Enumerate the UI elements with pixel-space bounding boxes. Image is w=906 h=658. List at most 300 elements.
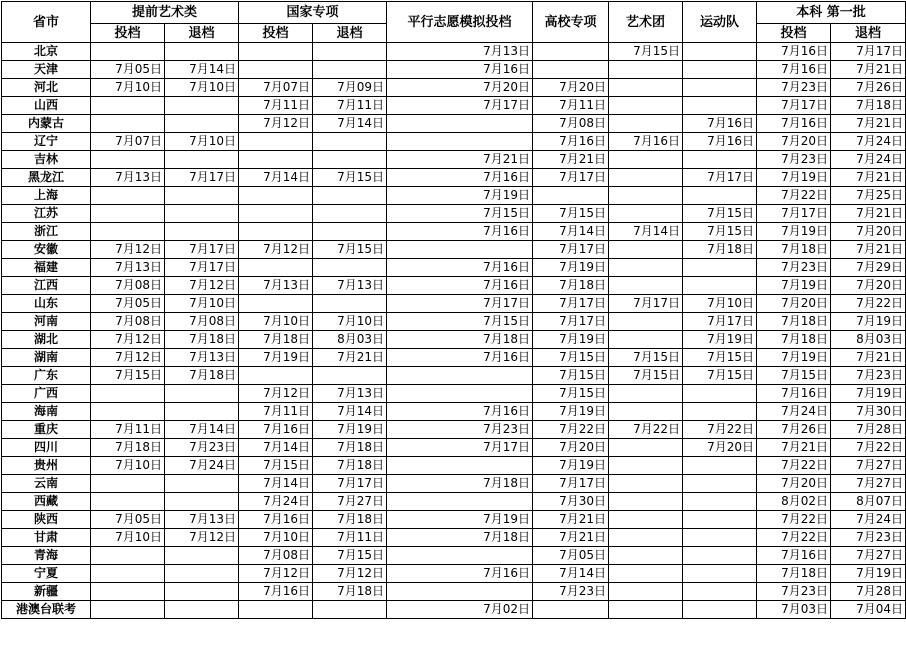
province-cell: 新疆 — [2, 583, 91, 601]
sports-team-cell: 7月22日 — [683, 421, 757, 439]
art-troupe-cell — [609, 151, 683, 169]
national-return-cell — [313, 61, 387, 79]
college-special-cell: 7月11日 — [533, 97, 609, 115]
art-submit-cell — [91, 385, 165, 403]
parallel-cell: 7月13日 — [387, 43, 533, 61]
national-submit-cell: 7月08日 — [239, 547, 313, 565]
table-row — [2, 565, 906, 583]
art-troupe-cell — [609, 277, 683, 295]
sports-team-cell — [683, 187, 757, 205]
art-troupe-cell — [609, 313, 683, 331]
art-return-cell — [165, 187, 239, 205]
undergrad-return-cell: 7月23日 — [831, 367, 906, 385]
undergrad-submit-cell: 7月19日 — [757, 349, 831, 367]
province-cell: 内蒙古 — [2, 115, 91, 133]
sports-team-cell — [683, 529, 757, 547]
college-special-cell — [533, 187, 609, 205]
sports-team-cell: 7月10日 — [683, 295, 757, 313]
parallel-cell — [387, 583, 533, 601]
undergrad-submit-cell: 7月16日 — [757, 43, 831, 61]
national-submit-cell — [239, 133, 313, 151]
art-troupe-cell — [609, 115, 683, 133]
sports-team-cell — [683, 151, 757, 169]
undergrad-return-cell: 7月27日 — [831, 475, 906, 493]
parallel-cell: 7月02日 — [387, 601, 533, 619]
art-troupe-cell — [609, 511, 683, 529]
national-special-header: 国家专项 — [239, 2, 387, 24]
national-return-cell: 7月11日 — [313, 529, 387, 547]
parallel-cell: 7月16日 — [387, 403, 533, 421]
sports-team-cell: 7月19日 — [683, 331, 757, 349]
art-return-cell — [165, 403, 239, 421]
art-submit-header: 投档 — [91, 24, 165, 43]
table-row — [2, 583, 906, 601]
sports-team-cell — [683, 493, 757, 511]
art-submit-cell — [91, 151, 165, 169]
parallel-cell — [387, 457, 533, 475]
art-submit-cell: 7月15日 — [91, 367, 165, 385]
art-submit-cell — [91, 187, 165, 205]
parallel-cell — [387, 115, 533, 133]
undergrad-return-cell: 7月24日 — [831, 133, 906, 151]
art-return-cell — [165, 43, 239, 61]
national-return-cell: 7月18日 — [313, 583, 387, 601]
college-special-cell: 7月15日 — [533, 349, 609, 367]
art-return-cell — [165, 475, 239, 493]
art-troupe-cell — [609, 601, 683, 619]
parallel-cell: 7月17日 — [387, 295, 533, 313]
national-return-cell: 7月15日 — [313, 241, 387, 259]
art-troupe-cell: 7月15日 — [609, 43, 683, 61]
undergrad-return-cell: 7月23日 — [831, 529, 906, 547]
parallel-cell: 7月18日 — [387, 475, 533, 493]
art-troupe-cell — [609, 457, 683, 475]
art-troupe-cell — [609, 331, 683, 349]
undergrad-return-cell: 7月27日 — [831, 547, 906, 565]
undergrad-return-cell: 7月18日 — [831, 97, 906, 115]
undergrad-submit-cell: 7月20日 — [757, 133, 831, 151]
national-return-cell — [313, 133, 387, 151]
art-return-cell: 7月13日 — [165, 511, 239, 529]
undergrad-submit-cell: 7月15日 — [757, 367, 831, 385]
national-submit-cell: 7月07日 — [239, 79, 313, 97]
art-troupe-cell — [609, 583, 683, 601]
province-cell: 黑龙江 — [2, 169, 91, 187]
table-row — [2, 385, 906, 403]
province-cell: 宁夏 — [2, 565, 91, 583]
sports-team-cell — [683, 547, 757, 565]
college-special-cell: 7月15日 — [533, 367, 609, 385]
national-return-cell: 7月14日 — [313, 403, 387, 421]
national-submit-cell — [239, 187, 313, 205]
art-troupe-cell — [609, 565, 683, 583]
province-cell: 江苏 — [2, 205, 91, 223]
national-submit-cell: 7月11日 — [239, 403, 313, 421]
college-special-header: 高校专项 — [533, 2, 609, 43]
table-row — [2, 79, 906, 97]
undergrad-submit-cell: 7月17日 — [757, 97, 831, 115]
undergrad-return-cell: 7月20日 — [831, 277, 906, 295]
parallel-cell: 7月16日 — [387, 259, 533, 277]
province-cell: 上海 — [2, 187, 91, 205]
sports-team-cell — [683, 601, 757, 619]
art-troupe-cell: 7月22日 — [609, 421, 683, 439]
undergrad-submit-cell: 7月16日 — [757, 547, 831, 565]
national-return-cell: 7月12日 — [313, 565, 387, 583]
art-return-cell: 7月10日 — [165, 79, 239, 97]
national-submit-cell: 7月13日 — [239, 277, 313, 295]
table-row — [2, 277, 906, 295]
national-return-cell — [313, 205, 387, 223]
national-return-cell: 7月21日 — [313, 349, 387, 367]
undergrad-return-cell: 7月21日 — [831, 241, 906, 259]
table-row — [2, 547, 906, 565]
undergrad-return-cell: 7月21日 — [831, 349, 906, 367]
art-return-cell — [165, 205, 239, 223]
undergrad-submit-cell: 7月18日 — [757, 331, 831, 349]
table-row — [2, 259, 906, 277]
art-return-cell — [165, 223, 239, 241]
undergrad-submit-cell: 7月16日 — [757, 115, 831, 133]
parallel-cell: 7月23日 — [387, 421, 533, 439]
province-cell: 吉林 — [2, 151, 91, 169]
art-submit-cell: 7月10日 — [91, 529, 165, 547]
art-submit-cell — [91, 205, 165, 223]
province-cell: 甘肃 — [2, 529, 91, 547]
art-submit-cell: 7月05日 — [91, 61, 165, 79]
parallel-cell: 7月16日 — [387, 565, 533, 583]
art-submit-cell: 7月12日 — [91, 349, 165, 367]
parallel-cell: 7月16日 — [387, 61, 533, 79]
undergrad-return-header: 退档 — [831, 24, 906, 43]
undergrad-return-cell: 8月03日 — [831, 331, 906, 349]
national-submit-cell: 7月16日 — [239, 511, 313, 529]
art-submit-cell: 7月10日 — [91, 457, 165, 475]
table-row — [2, 403, 906, 421]
national-return-cell: 7月27日 — [313, 493, 387, 511]
table-row — [2, 457, 906, 475]
sports-team-header: 运动队 — [683, 2, 757, 43]
undergrad-return-cell: 7月28日 — [831, 583, 906, 601]
national-return-cell: 7月11日 — [313, 97, 387, 115]
undergrad-submit-cell: 7月23日 — [757, 583, 831, 601]
college-special-cell — [533, 61, 609, 79]
art-troupe-cell — [609, 187, 683, 205]
undergrad-first-batch-header: 本科 第一批 — [757, 2, 906, 24]
table-row — [2, 511, 906, 529]
undergrad-return-cell: 7月22日 — [831, 295, 906, 313]
table-row — [2, 313, 906, 331]
undergrad-submit-cell: 7月20日 — [757, 295, 831, 313]
parallel-cell: 7月15日 — [387, 205, 533, 223]
province-cell: 北京 — [2, 43, 91, 61]
national-return-cell — [313, 295, 387, 313]
art-troupe-cell — [609, 241, 683, 259]
table-row — [2, 493, 906, 511]
art-submit-cell — [91, 475, 165, 493]
table-row — [2, 349, 906, 367]
national-return-cell: 7月15日 — [313, 169, 387, 187]
province-cell: 广东 — [2, 367, 91, 385]
art-return-cell: 7月14日 — [165, 421, 239, 439]
undergrad-submit-cell: 7月03日 — [757, 601, 831, 619]
art-return-cell: 7月12日 — [165, 277, 239, 295]
undergrad-submit-cell: 7月19日 — [757, 169, 831, 187]
college-special-cell: 7月17日 — [533, 295, 609, 313]
national-submit-cell: 7月10日 — [239, 529, 313, 547]
national-return-cell: 7月14日 — [313, 115, 387, 133]
college-special-cell: 7月19日 — [533, 457, 609, 475]
undergrad-submit-cell: 7月23日 — [757, 259, 831, 277]
table-row — [2, 151, 906, 169]
art-return-cell: 7月23日 — [165, 439, 239, 457]
art-return-cell: 7月17日 — [165, 259, 239, 277]
parallel-cell — [387, 385, 533, 403]
parallel-cell: 7月18日 — [387, 529, 533, 547]
college-special-cell: 7月17日 — [533, 241, 609, 259]
undergrad-return-cell: 7月19日 — [831, 565, 906, 583]
undergrad-return-cell: 7月17日 — [831, 43, 906, 61]
national-submit-cell: 7月12日 — [239, 241, 313, 259]
art-submit-cell — [91, 115, 165, 133]
art-return-cell — [165, 385, 239, 403]
national-return-cell: 7月18日 — [313, 511, 387, 529]
national-return-cell — [313, 259, 387, 277]
table-row — [2, 97, 906, 115]
national-submit-cell — [239, 367, 313, 385]
national-submit-cell: 7月24日 — [239, 493, 313, 511]
college-special-cell: 7月14日 — [533, 565, 609, 583]
national-submit-cell — [239, 61, 313, 79]
national-submit-cell: 7月12日 — [239, 385, 313, 403]
undergrad-submit-cell: 7月22日 — [757, 187, 831, 205]
college-special-cell: 7月08日 — [533, 115, 609, 133]
undergrad-return-cell: 7月21日 — [831, 205, 906, 223]
sports-team-cell: 7月15日 — [683, 367, 757, 385]
national-submit-cell: 7月14日 — [239, 475, 313, 493]
college-special-cell: 7月17日 — [533, 169, 609, 187]
college-special-cell: 7月20日 — [533, 79, 609, 97]
table-row — [2, 241, 906, 259]
national-return-cell: 7月18日 — [313, 457, 387, 475]
undergrad-submit-cell: 7月17日 — [757, 205, 831, 223]
college-special-cell: 7月15日 — [533, 205, 609, 223]
undergrad-submit-cell: 7月24日 — [757, 403, 831, 421]
art-troupe-cell: 7月15日 — [609, 367, 683, 385]
art-troupe-cell — [609, 493, 683, 511]
national-submit-cell: 7月15日 — [239, 457, 313, 475]
parallel-cell: 7月16日 — [387, 169, 533, 187]
province-cell: 福建 — [2, 259, 91, 277]
undergrad-return-cell: 7月26日 — [831, 79, 906, 97]
art-submit-cell — [91, 583, 165, 601]
province-cell: 天津 — [2, 61, 91, 79]
art-return-cell: 7月18日 — [165, 331, 239, 349]
undergrad-submit-cell: 7月21日 — [757, 439, 831, 457]
art-submit-cell — [91, 493, 165, 511]
national-submit-cell: 7月14日 — [239, 439, 313, 457]
province-cell: 陕西 — [2, 511, 91, 529]
art-submit-cell — [91, 403, 165, 421]
college-special-cell — [533, 601, 609, 619]
national-submit-header: 投档 — [239, 24, 313, 43]
undergrad-return-cell: 7月21日 — [831, 169, 906, 187]
province-cell: 青海 — [2, 547, 91, 565]
art-return-cell — [165, 601, 239, 619]
undergrad-submit-cell: 7月23日 — [757, 151, 831, 169]
admission-schedule-table — [1, 1, 906, 619]
province-cell: 湖北 — [2, 331, 91, 349]
undergrad-submit-cell: 7月22日 — [757, 457, 831, 475]
table-row — [2, 601, 906, 619]
sports-team-cell: 7月16日 — [683, 133, 757, 151]
parallel-cell: 7月18日 — [387, 331, 533, 349]
art-return-cell: 7月12日 — [165, 529, 239, 547]
undergrad-return-cell: 8月07日 — [831, 493, 906, 511]
art-troupe-cell — [609, 97, 683, 115]
art-early-header: 提前艺术类 — [91, 2, 239, 24]
art-submit-cell — [91, 601, 165, 619]
art-submit-cell — [91, 547, 165, 565]
art-troupe-cell — [609, 547, 683, 565]
sports-team-cell: 7月17日 — [683, 169, 757, 187]
art-troupe-cell — [609, 475, 683, 493]
sports-team-cell — [683, 457, 757, 475]
sports-team-cell — [683, 79, 757, 97]
art-troupe-cell — [609, 529, 683, 547]
college-special-cell: 7月22日 — [533, 421, 609, 439]
undergrad-submit-header: 投档 — [757, 24, 831, 43]
college-special-cell: 7月19日 — [533, 403, 609, 421]
province-cell: 安徽 — [2, 241, 91, 259]
college-special-cell: 7月21日 — [533, 151, 609, 169]
national-submit-cell: 7月19日 — [239, 349, 313, 367]
art-return-cell — [165, 151, 239, 169]
art-return-cell: 7月24日 — [165, 457, 239, 475]
college-special-cell: 7月17日 — [533, 475, 609, 493]
province-header: 省市 — [2, 2, 91, 43]
province-cell: 湖南 — [2, 349, 91, 367]
header-row-1 — [2, 2, 906, 24]
table-row — [2, 439, 906, 457]
art-return-cell: 7月18日 — [165, 367, 239, 385]
national-submit-cell — [239, 43, 313, 61]
undergrad-return-cell: 7月24日 — [831, 151, 906, 169]
province-cell: 港澳台联考 — [2, 601, 91, 619]
college-special-cell: 7月05日 — [533, 547, 609, 565]
art-return-cell: 7月17日 — [165, 169, 239, 187]
art-troupe-cell: 7月17日 — [609, 295, 683, 313]
undergrad-return-cell: 7月29日 — [831, 259, 906, 277]
undergrad-submit-cell: 7月16日 — [757, 385, 831, 403]
national-return-cell: 8月03日 — [313, 331, 387, 349]
art-return-header: 退档 — [165, 24, 239, 43]
national-return-cell: 7月18日 — [313, 439, 387, 457]
undergrad-return-cell: 7月21日 — [831, 115, 906, 133]
art-return-cell — [165, 97, 239, 115]
art-submit-cell: 7月11日 — [91, 421, 165, 439]
parallel-cell: 7月16日 — [387, 349, 533, 367]
undergrad-submit-cell: 7月23日 — [757, 79, 831, 97]
undergrad-return-cell: 7月24日 — [831, 511, 906, 529]
sports-team-cell — [683, 511, 757, 529]
art-submit-cell: 7月10日 — [91, 79, 165, 97]
undergrad-submit-cell: 7月16日 — [757, 61, 831, 79]
parallel-cell: 7月17日 — [387, 97, 533, 115]
parallel-cell — [387, 133, 533, 151]
parallel-sim-header: 平行志愿模拟投档 — [387, 2, 533, 43]
art-troupe-cell: 7月16日 — [609, 133, 683, 151]
sports-team-cell: 7月15日 — [683, 205, 757, 223]
art-submit-cell: 7月05日 — [91, 295, 165, 313]
art-submit-cell: 7月07日 — [91, 133, 165, 151]
college-special-cell: 7月21日 — [533, 529, 609, 547]
college-special-cell: 7月18日 — [533, 277, 609, 295]
art-return-cell — [165, 547, 239, 565]
national-return-cell — [313, 151, 387, 169]
art-troupe-cell: 7月15日 — [609, 349, 683, 367]
college-special-cell: 7月19日 — [533, 331, 609, 349]
province-cell: 重庆 — [2, 421, 91, 439]
national-submit-cell: 7月11日 — [239, 97, 313, 115]
national-submit-cell: 7月16日 — [239, 421, 313, 439]
national-return-cell — [313, 601, 387, 619]
province-cell: 江西 — [2, 277, 91, 295]
national-submit-cell: 7月18日 — [239, 331, 313, 349]
table-row — [2, 295, 906, 313]
national-return-cell: 7月17日 — [313, 475, 387, 493]
sports-team-cell: 7月20日 — [683, 439, 757, 457]
college-special-cell: 7月19日 — [533, 259, 609, 277]
national-return-cell: 7月13日 — [313, 277, 387, 295]
art-submit-cell — [91, 223, 165, 241]
sports-team-cell — [683, 61, 757, 79]
national-submit-cell — [239, 601, 313, 619]
province-cell: 山东 — [2, 295, 91, 313]
parallel-cell: 7月16日 — [387, 277, 533, 295]
art-submit-cell: 7月05日 — [91, 511, 165, 529]
undergrad-return-cell: 7月04日 — [831, 601, 906, 619]
national-return-cell — [313, 43, 387, 61]
table-row — [2, 115, 906, 133]
parallel-cell — [387, 547, 533, 565]
national-return-cell: 7月13日 — [313, 385, 387, 403]
undergrad-return-cell: 7月19日 — [831, 313, 906, 331]
table-row — [2, 367, 906, 385]
table-row — [2, 331, 906, 349]
province-cell: 辽宁 — [2, 133, 91, 151]
province-cell: 河北 — [2, 79, 91, 97]
art-submit-cell: 7月13日 — [91, 259, 165, 277]
national-return-header: 退档 — [313, 24, 387, 43]
art-submit-cell — [91, 97, 165, 115]
art-return-cell — [165, 565, 239, 583]
art-troupe-cell — [609, 403, 683, 421]
sports-team-cell: 7月15日 — [683, 223, 757, 241]
national-return-cell: 7月15日 — [313, 547, 387, 565]
table-row — [2, 133, 906, 151]
art-return-cell — [165, 493, 239, 511]
art-return-cell: 7月17日 — [165, 241, 239, 259]
art-troupe-cell — [609, 259, 683, 277]
table-row — [2, 529, 906, 547]
national-submit-cell: 7月10日 — [239, 313, 313, 331]
province-cell: 山西 — [2, 97, 91, 115]
art-return-cell — [165, 583, 239, 601]
undergrad-submit-cell: 7月18日 — [757, 565, 831, 583]
national-submit-cell: 7月16日 — [239, 583, 313, 601]
table-row — [2, 421, 906, 439]
